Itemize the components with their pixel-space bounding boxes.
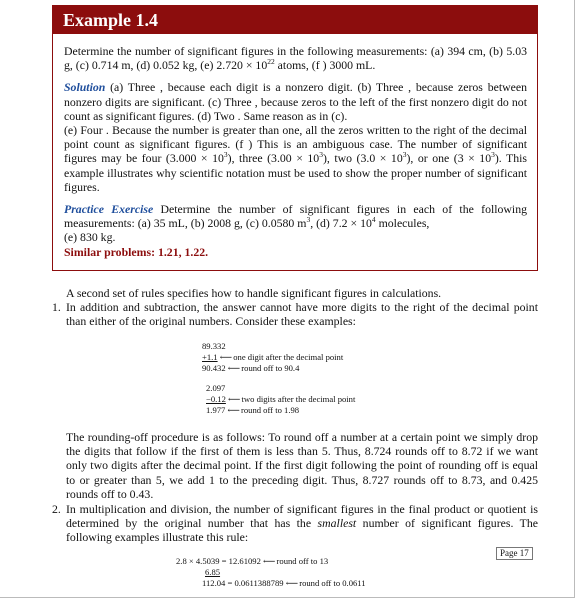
solution-label: Solution bbox=[64, 80, 106, 95]
rule-1: 1. In addition and subtraction, the answer cannot have more digits to the right of the decimal point than either of the original numbers. Consider these examples: bbox=[52, 300, 538, 329]
rounding-procedure: The rounding-off procedure is as follows: To round off a number at a certain point we simply drop the digits that follow if the first of them is less than 5. Thus, 8.724 rounds off to 8.72 if we want only two digits after the decimal point. If the first digit following the point of rounding off is equal to or greater than 5, we add 1 to the preceding digit. Thus, 8.727 rounds off to 8.73, and 0.425 rounds off to 0.43. bbox=[66, 430, 538, 501]
subtraction-example: 2.097 −0.12 ⟵ two digits after the decimal point 1.977 ⟵ round off to 1.98 bbox=[206, 383, 356, 415]
practice-label: Practice Exercise bbox=[64, 202, 154, 217]
addition-example: 89.332 +1.1 ⟵ one digit after the decimal point 90.432 ⟵ round off to 90.4 bbox=[202, 341, 344, 373]
intro-text: A second set of rules specifies how to handle significant figures in calculations. bbox=[66, 286, 442, 300]
arrow-icon: ⟵ bbox=[263, 556, 275, 566]
example-title: Example 1.4 bbox=[53, 6, 537, 34]
practice-exercise: Practice Exercise Determine the number of significant figures in each of the following measurements: (a) 35 mL, (b) 2008 g, (c) 0.0580 $m^3$, (d) $7.2 \times 10^4$ molecules, (e) 830 kg. bbox=[64, 202, 528, 245]
example-body bbox=[53, 34, 537, 259]
arrow-icon: ⟵ bbox=[285, 578, 298, 588]
page-number: Page 17 bbox=[496, 547, 533, 560]
example-question: Determine the number of significant figures in the following measurements: (a) 394 cm, (b) 5.03 g, (c) 0.714 m, (d) 0.052 kg, (e) $2.720 \times 10^{22}$ atoms, (f ) 3000 mL. bbox=[64, 44, 527, 73]
arrow-icon: ⟵ bbox=[227, 405, 239, 415]
arrow-icon: ⟵ bbox=[228, 394, 240, 404]
arrow-icon: ⟵ bbox=[219, 352, 232, 362]
example-box bbox=[52, 5, 538, 271]
arrow-icon: ⟵ bbox=[227, 363, 240, 373]
rule-2: 2. In multiplication and division, the number of significant figures in the final product or quotient is determined by the original number that has the smallest number of significant figures. The following examples illustrate this rule: bbox=[52, 502, 539, 545]
similar-problems: Similar problems: 1.21, 1.22. bbox=[64, 244, 209, 259]
solution-text: Solution (a) Three , because each digit is a nonzero digit. (b) Three , because zeros between nonzero digits are significant. (c) Three , because zeros to the left of the first nonzero digit do not count as significant figures. (d) Two . Same reason as in (c). bbox=[64, 80, 527, 123]
solution-text-2: (e) Four . Because the number is greater than one, all the zeros written to the right of the decimal point count as significant figures. (f ) This is an ambiguous case. The number of significant figures may be four $(3.000 \times 10^3)$, three $(3.00 \times 10^3)$, two $(3.0 \times 10^3)$, or one $(3 \times 10^3)$. This example illustrates why scientific notation must be used to show the proper number of significant figures. bbox=[64, 123, 527, 194]
multiplication-example: 2.8 × 4.5039 = 12.61092 ⟵ round off to 13 6.85 112.04 = 0.0611388789 ⟵ round off to 0.0611 bbox=[176, 556, 366, 588]
